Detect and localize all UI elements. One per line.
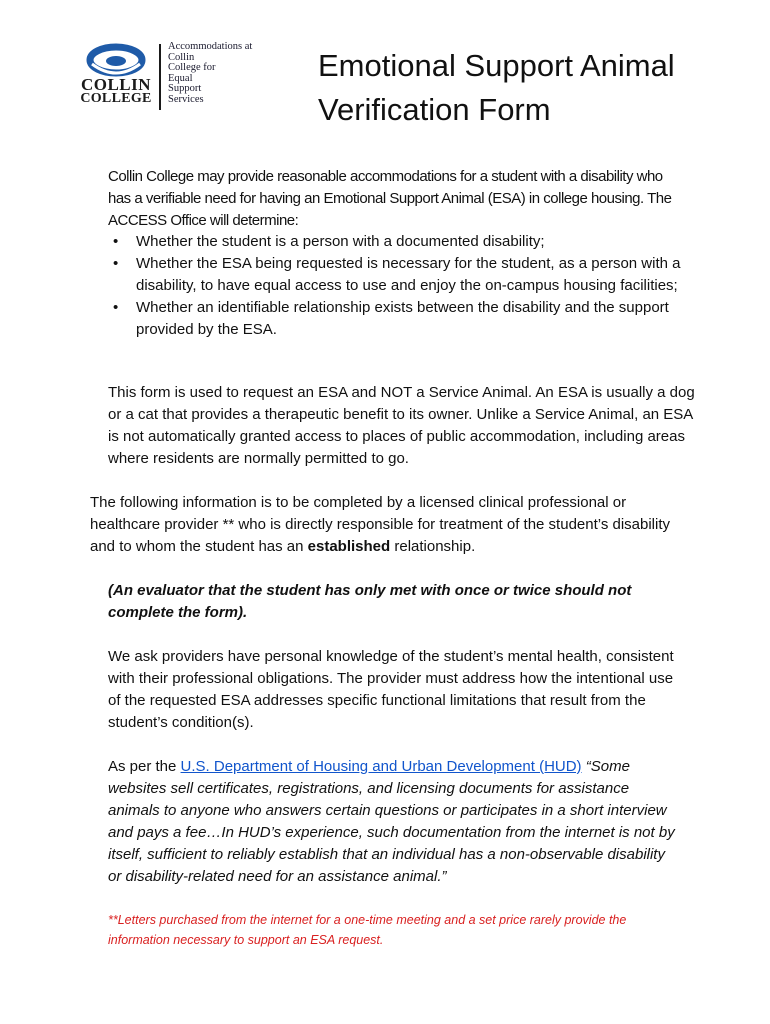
logo-wordmark [76, 75, 156, 106]
footnote: **Letters purchased from the internet for a one-time meeting and a set price rarely provide the information necessary to support an ESA request. [108, 913, 627, 947]
determination-list [108, 231, 688, 341]
evaluator-note: (An evaluator that the student has only met with once or twice should not complete the form). [108, 582, 632, 621]
hud-quote: “Some websites sell certificates, registrations, and licensing documents for assistance animals to anyone who answers certain questions or participates in a short interview and pays a fee…In HUD’s experience, such documentation from the internet is not by itself, sufficient to reliably establish that an individual has a non-observable disability or disability-related need for an assistance animal.” [108, 758, 675, 885]
intro-paragraph: Collin College may provide reasonable accommodations for a student with a disability who has a verifiable need for having an Emotional Support Animal (ESA) in college housing. The ACCESS Office will determine: [108, 168, 672, 229]
hud-intro: As per the [108, 758, 181, 775]
hud-paragraph [108, 756, 678, 888]
list-item-text: Whether an identifiable relationship exists between the disability and the support provided by the ESA. [136, 299, 669, 338]
list-item [108, 297, 688, 341]
logo-office-name [168, 42, 278, 106]
logo-office-line: Support [168, 83, 202, 95]
list-item-text: Whether the student is a person with a documented disability; [136, 233, 545, 250]
logo-office-line: Services [168, 93, 204, 105]
list-item [108, 231, 688, 253]
page-title-line2: Verification Form [318, 92, 551, 127]
provider-requirement-end: relationship. [390, 538, 476, 555]
logo-wordmark-line2: COLLEGE [80, 91, 152, 106]
established-emphasis: established [307, 538, 391, 555]
collin-college-logo [76, 42, 276, 114]
logo-office-line: Collin [168, 51, 195, 63]
logo-divider [159, 44, 161, 110]
hud-link[interactable]: U.S. Department of Housing and Urban Development (HUD) [180, 758, 582, 775]
bullet-icon: • [113, 255, 119, 272]
page-title-line1: Emotional Support Animal [318, 48, 675, 83]
bullet-icon: • [113, 299, 119, 316]
bullet-icon: • [113, 233, 119, 250]
list-item [108, 253, 688, 297]
provider-requirement-text: The following information is to be completed by a licensed clinical professional or healthcare provider ** who is directly responsible for treatment of the student’s disability and to whom the student has an [90, 494, 671, 555]
logo-office-line: Accommodations at [168, 41, 253, 52]
logo-office-line: College for [168, 62, 216, 74]
form-purpose-paragraph: This form is used to request an ESA and NOT a Service Animal. An ESA is usually a dog or a cat that provides a therapeutic benefit to its owner. Unlike a Service Animal, an ESA is not automatically granted access to places of public accommodation, including areas where residents are normally permitted to go. [108, 384, 695, 467]
list-item-text: Whether the ESA being requested is necessary for the student, as a person with a disability, to have equal access to use and enjoy the on-campus housing facilities; [136, 255, 681, 294]
logo-wordmark-line1: COLLIN [80, 75, 152, 94]
provider-requirement-paragraph [90, 492, 690, 558]
page-title [318, 44, 738, 132]
logo-office-line: Equal [168, 72, 193, 84]
providers-paragraph: We ask providers have personal knowledge of the student’s mental health, consistent with their professional obligations. The provider must address how the intentional use of the requested ESA addresses specific functional limitations that result from the student’s condition(s). [108, 648, 674, 731]
